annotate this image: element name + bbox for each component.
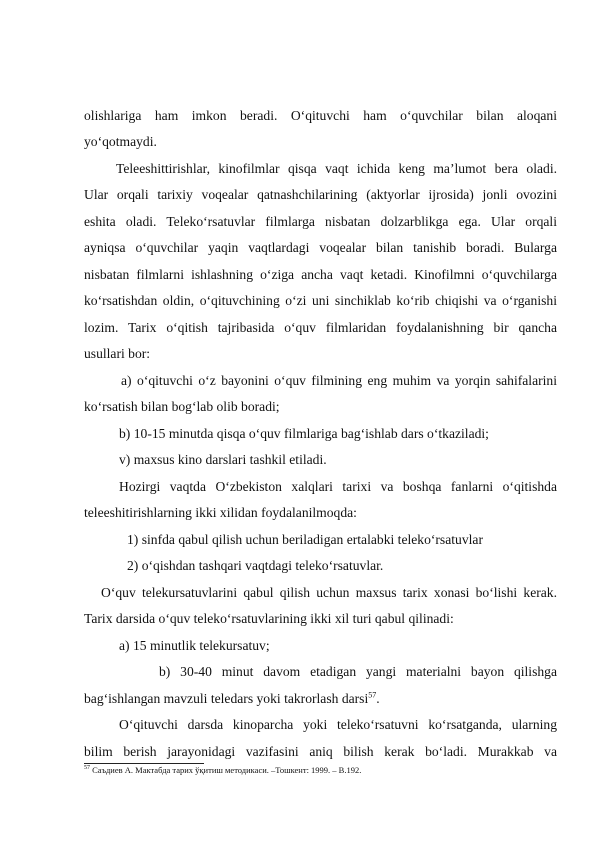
list-item: ko‘rsatish bilan bog‘lab olib boradi; [84,399,280,414]
paragraph-line: yo‘qotmaydi. [84,134,157,149]
paragraph-line: Hozirgi vaqtda O‘zbekiston xalqlari tarixi va boshqa fanlarni o‘qitishda [119,479,557,494]
paragraph-line: teleeshitirishlarning ikki xilidan foydalanilmoqda: [84,505,357,520]
paragraph-line: ayniqsa o‘quvchilar yaqin vaqtlardagi voqealar bilan tanishib boradi. Bularga [84,240,557,255]
footnote-reference[interactable]: 57 [368,690,377,700]
paragraph-line: ko‘rsatishdan oldin, o‘qituvchining o‘zi uni sinchiklab ko‘rib chiqishi va o‘rganishi [84,293,557,308]
paragraph-line: Ular orqali tarixiy voqealar qatnashchilarining (aktyorlar ijrosida) jonli ovozini [84,187,557,202]
paragraph-line: Tarix darsida o‘quv teleko‘rsatuvlarining ikki xil turi qabul qilinadi: [84,611,454,626]
list-item: 2) o‘qishdan tashqari vaqtdagi teleko‘rsatuvlar. [127,558,384,573]
list-item [84,691,557,707]
list-item: 1) sinfda qabul qilish uchun beriladigan ertalabki teleko‘rsatuvlar [127,532,483,547]
paragraph-line: nisbatan filmlarni ishlashning o‘ziga ancha vaqt ketadi. Kinofilmni o‘quvchilarga [84,267,557,282]
footnote-text: Саъдиев А. Мактабда тарих ўқитиш методикаси. –Тошкент: 1999. – B.192. [90,765,362,775]
paragraph-line: lozim. Tarix o‘qitish tajribasida o‘quv filmlaridan foydalanishning bir qancha [84,320,557,335]
list-item: b) 10-15 minutda qisqa o‘quv filmlariga bag‘ishlab dars o‘tkaziladi; [119,426,489,441]
list-item: a) 15 minutlik telekursatuv; [119,638,270,653]
paragraph-line: bilim berish jarayonidagi vazifasini aniq bilish kerak bo‘ladi. Murakkab va [84,744,557,759]
paragraph-line: olishlariga ham imkon beradi. O‘qituvchi ham o‘quvchilar bilan aloqani [84,108,557,123]
paragraph-line: Teleeshittirishlar, kinofilmlar qisqa vaqt ichida keng ma’lumot bera oladi. [116,161,557,176]
paragraph-line: O‘qituvchi darsda kinoparcha yoki teleko‘rsatuvni ko‘rsatganda, ularning [119,717,557,732]
list-item-end: . [376,691,380,706]
paragraph-line: eshita oladi. Teleko‘rsatuvlar filmlarga nisbatan dolzarblikga ega. Ular orqali [84,214,557,229]
list-item: v) maxsus kino darslari tashkil etiladi. [119,452,327,467]
list-item: a) o‘qituvchi o‘z bayonini o‘quv filmining eng muhim va yorqin sahifalarini [121,373,557,388]
list-item-text: bag‘ishlangan mavzuli teledars yoki takrorlash darsi [84,691,369,706]
paragraph-line: O‘quv telekursatuvlarini qabul qilish uchun maxsus tarix xonasi bo‘lishi kerak. [101,585,557,600]
footnote [84,764,361,776]
footnote-marker: 57 [84,765,90,772]
list-item: b) 30-40 minut davom etadigan yangi materialni bayon qilishga [159,664,557,679]
paragraph-line: usullari bor: [84,346,151,361]
